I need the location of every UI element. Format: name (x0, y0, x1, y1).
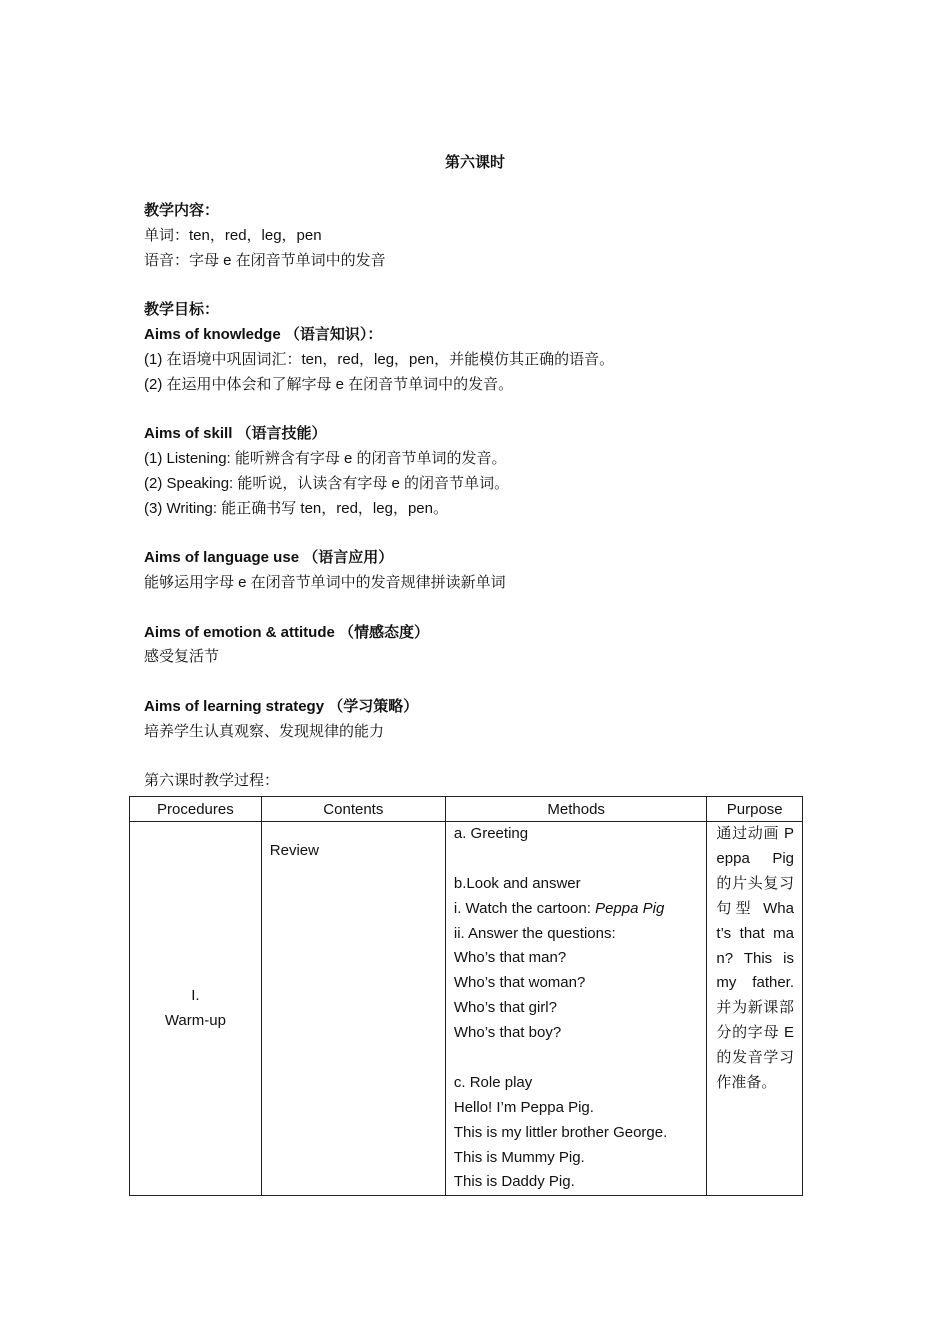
teaching-content-heading: 教学内容： (144, 202, 220, 219)
method-line: Who’s that woman? (453, 974, 586, 992)
process-heading: 第六课时教学过程： (144, 772, 280, 790)
method-line (454, 1046, 699, 1071)
cartoon-title: Peppa Pig (595, 899, 665, 917)
method-line-text: i. Watch the cartoon: (453, 899, 596, 917)
language-use-heading: Aims of language use （语言应用） (144, 549, 394, 567)
table-header-row (130, 797, 803, 822)
method-line: This is Mummy Pig. (453, 1148, 585, 1166)
skill-line: (2) Speaking: 能听说，认读含有字母 e 的闭音节单词。 (144, 474, 510, 492)
method-line: Who’s that man? (453, 949, 567, 967)
teaching-goals-heading: 教学目标： (144, 301, 220, 319)
skill-heading: Aims of skill （语言技能） (144, 425, 327, 443)
method-line: This is Daddy Pig. (453, 1173, 575, 1191)
method-line: ii. Answer the questions: (453, 924, 616, 942)
methods-cell (445, 822, 707, 1196)
content-text: Review (269, 842, 319, 859)
method-line (454, 847, 699, 872)
teaching-content-line: 单词：ten，red，leg，pen (144, 226, 322, 244)
purpose-cell (707, 822, 803, 1196)
procedure-number: I. (191, 986, 200, 1004)
teaching-content-line: 语音：字母 e 在闭音节单词中的发音 (144, 251, 386, 269)
teaching-process-table (129, 796, 803, 1196)
procedure-cell (130, 822, 262, 1196)
emotion-heading: Aims of emotion & attitude （情感态度） (144, 623, 430, 641)
emotion-line: 感受复活节 (144, 648, 220, 666)
method-line: Who’s that girl? (453, 999, 557, 1017)
knowledge-line: (2) 在运用中体会和了解字母 e 在闭音节单词中的发音。 (144, 375, 514, 393)
strategy-line: 培养学生认真观察、发现规律的能力 (144, 722, 385, 740)
column-header-contents: Contents (261, 797, 445, 822)
language-use-line: 能够运用字母 e 在闭音节单词中的发音规律拼读新单词 (144, 573, 506, 591)
method-line: This is my littler brother George. (453, 1123, 668, 1141)
knowledge-heading: Aims of knowledge （语言知识）： (144, 325, 383, 343)
method-line (454, 897, 699, 922)
column-header-methods: Methods (445, 797, 707, 822)
page-title: 第六课时 (444, 154, 505, 171)
table-row (130, 822, 803, 1196)
method-line: b.Look and answer (453, 874, 581, 892)
column-header-purpose: Purpose (707, 797, 803, 822)
teaching-content-section (144, 199, 824, 794)
method-line: a. Greeting (453, 825, 529, 842)
method-line: Hello! I’m Peppa Pig. (453, 1098, 594, 1116)
knowledge-line: (1) 在语境中巩固词汇：ten，red，leg，pen，并能模仿其正确的语音。 (144, 350, 615, 368)
purpose-text: 通过动画 Peppa Pig 的片头复习句型 What’s that man? This is my father.并为新课部分的字母 E 的发音学习作准备。 (716, 825, 794, 1092)
skill-line: (1) Listening: 能听辨含有字母 e 的闭音节单词的发音。 (144, 449, 507, 467)
method-line: c. Role play (453, 1073, 533, 1091)
column-header-procedures: Procedures (130, 797, 262, 822)
strategy-heading: Aims of learning strategy （学习策略） (144, 697, 419, 715)
method-line: Who’s that boy? (453, 1024, 562, 1042)
content-cell (261, 822, 445, 1196)
skill-line: (3) Writing: 能正确书写 ten，red，leg，pen。 (144, 499, 448, 517)
procedure-name: Warm-up (164, 1011, 226, 1029)
